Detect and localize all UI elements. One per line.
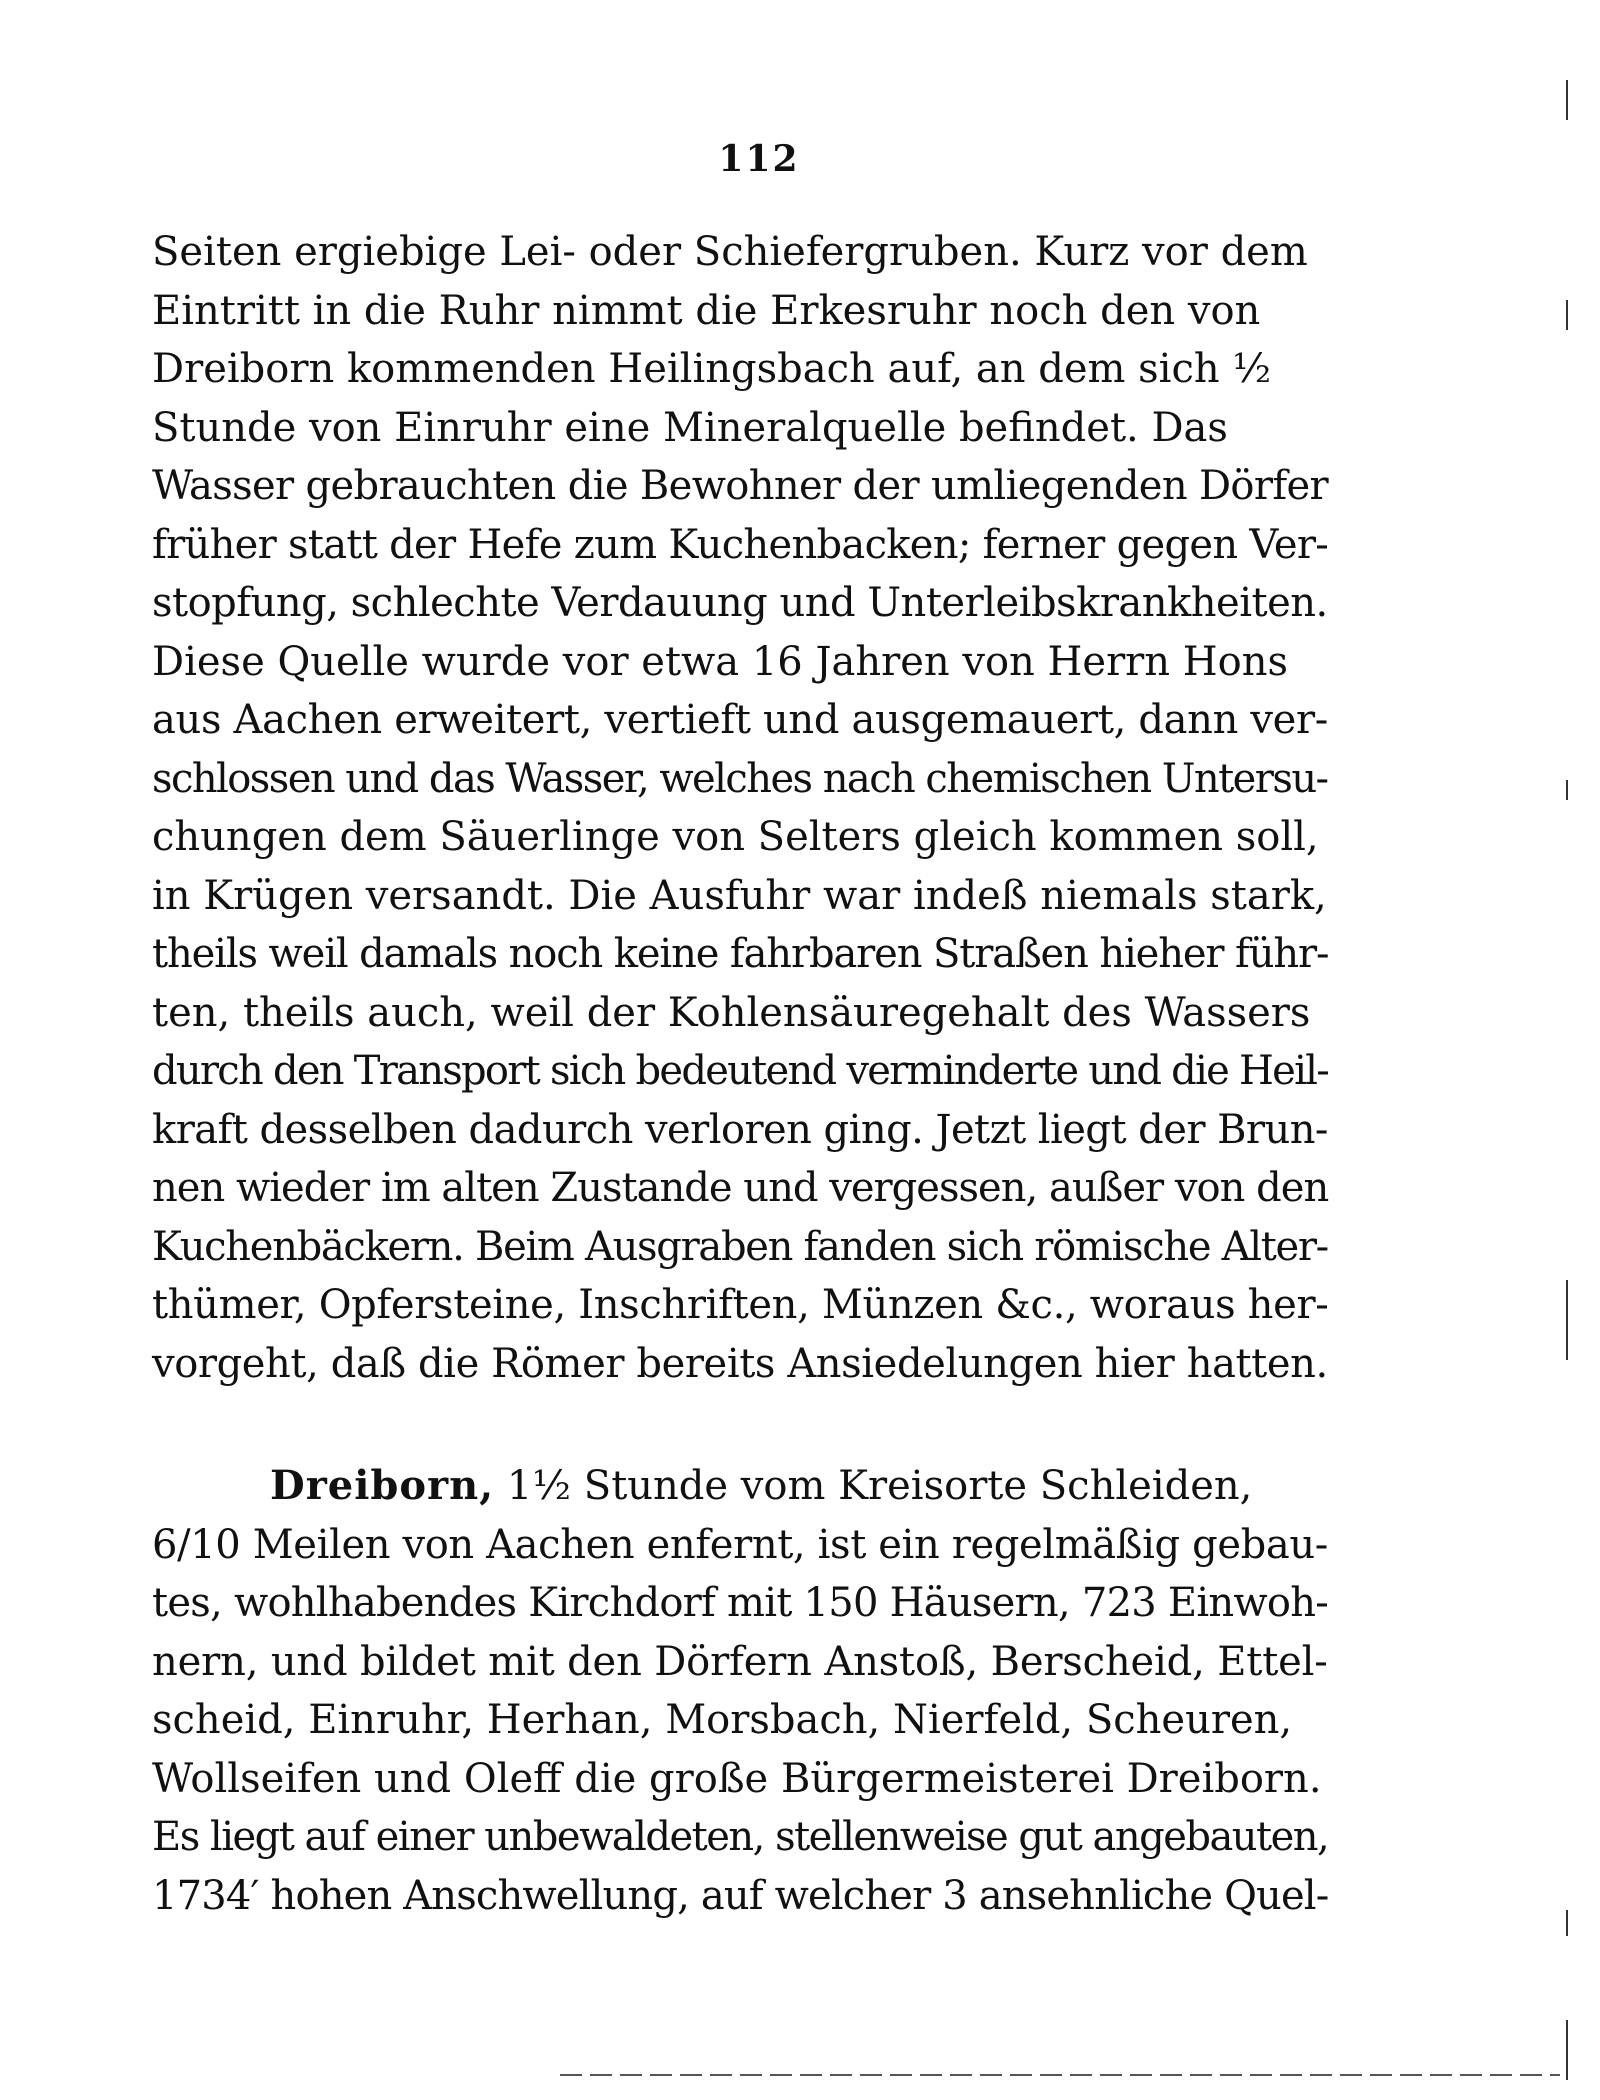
text-line-first	[152, 1457, 1328, 1516]
text-line: Dreiborn kommenden Heilingsbach auf, an dem sich ½	[152, 346, 1272, 392]
text-line: früher statt der Hefe zum Kuchenbacken; ferner gegen Ver-	[152, 521, 1329, 568]
text-line: in Krügen versandt. Die Ausfuhr war indeß niemals stark,	[152, 872, 1327, 919]
text-line: durch den Transport sich bedeutend verminderte und die Heil-	[152, 1048, 1329, 1094]
scan-margin-marks	[1562, 80, 1574, 2080]
text-line: schlossen und das Wasser, welches nach chemischen Untersu-	[152, 755, 1328, 802]
text-line: Kuchenbäckern. Beim Ausgraben fanden sich römische Alter-	[152, 1223, 1328, 1270]
text-line: scheid, Einruhr, Herhan, Morsbach, Nierfeld, Scheuren,	[152, 1697, 1293, 1743]
margin-tick	[1566, 1280, 1568, 1360]
margin-tick	[1566, 1910, 1568, 1936]
text-line: ten, theils auch, weil der Kohlensäuregehalt des Wassers	[152, 989, 1311, 1036]
page-number: 112	[718, 138, 800, 180]
entry-heading: Dreiborn,	[270, 1462, 495, 1509]
text-line: aus Aachen erweitert, vertieft und ausgemauert, dann ver-	[152, 697, 1328, 743]
text-line: Wasser gebrauchten die Bewohner der umliegenden Dörfer	[152, 463, 1328, 509]
text-line: Seiten ergiebige Lei- oder Schiefergruben. Kurz vor dem	[152, 229, 1308, 275]
text-line: theils weil damals noch keine fahrbaren Straßen hieher führ-	[152, 931, 1329, 977]
margin-tick	[1566, 300, 1568, 330]
text-line: Eintritt in die Ruhr nimmt die Erkesruhr noch den von	[152, 287, 1261, 334]
text-line: vorgeht, daß die Römer bereits Ansiedelungen hier hatten.	[152, 1340, 1328, 1387]
paragraph-2	[152, 1457, 1328, 1925]
text-line: Wollseifen und Oleff die große Bürgermeisterei Dreiborn.	[152, 1755, 1322, 1802]
text-line: Es liegt auf einer unbewaldeten, stellenweise gut angebauten,	[152, 1814, 1329, 1860]
paragraph-1	[152, 223, 1328, 1393]
text-line: nen wieder im alten Zustande und vergessen, außer von den	[152, 1165, 1329, 1211]
text-line: 1734′ hohen Anschwellung, auf welcher 3 ansehnliche Quel-	[152, 1872, 1329, 1919]
text-line: 6/10 Meilen von Aachen enfernt, ist ein regelmäßig gebau-	[152, 1521, 1328, 1568]
text-line: stopfung, schlechte Verdauung und Unterleibskrankheiten.	[152, 580, 1328, 626]
margin-tick	[1566, 80, 1568, 120]
entry-heading-rest: 1½ Stunde vom Kreisorte Schleiden,	[506, 1463, 1253, 1509]
scan-bottom-edge	[560, 2074, 1560, 2076]
text-line: Stunde von Einruhr eine Mineralquelle befindet. Das	[152, 404, 1228, 451]
text-line: kraft desselben dadurch verloren ging. Jetzt liegt der Brun-	[152, 1106, 1328, 1153]
text-line: thümer, Opfersteine, Inschriften, Münzen &c., woraus her-	[152, 1282, 1329, 1328]
text-line: Diese Quelle wurde vor etwa 16 Jahren von Herrn Hons	[152, 638, 1289, 685]
text-line: chungen dem Säuerlinge von Selters gleich kommen soll,	[152, 814, 1319, 860]
text-line: nern, und bildet mit den Dörfern Anstoß, Berscheid, Ettel-	[152, 1638, 1328, 1685]
text-line: tes, wohlhabendes Kirchdorf mit 150 Häusern, 723 Einwoh-	[152, 1580, 1329, 1626]
margin-tick	[1566, 2020, 1568, 2080]
margin-tick	[1566, 780, 1568, 800]
